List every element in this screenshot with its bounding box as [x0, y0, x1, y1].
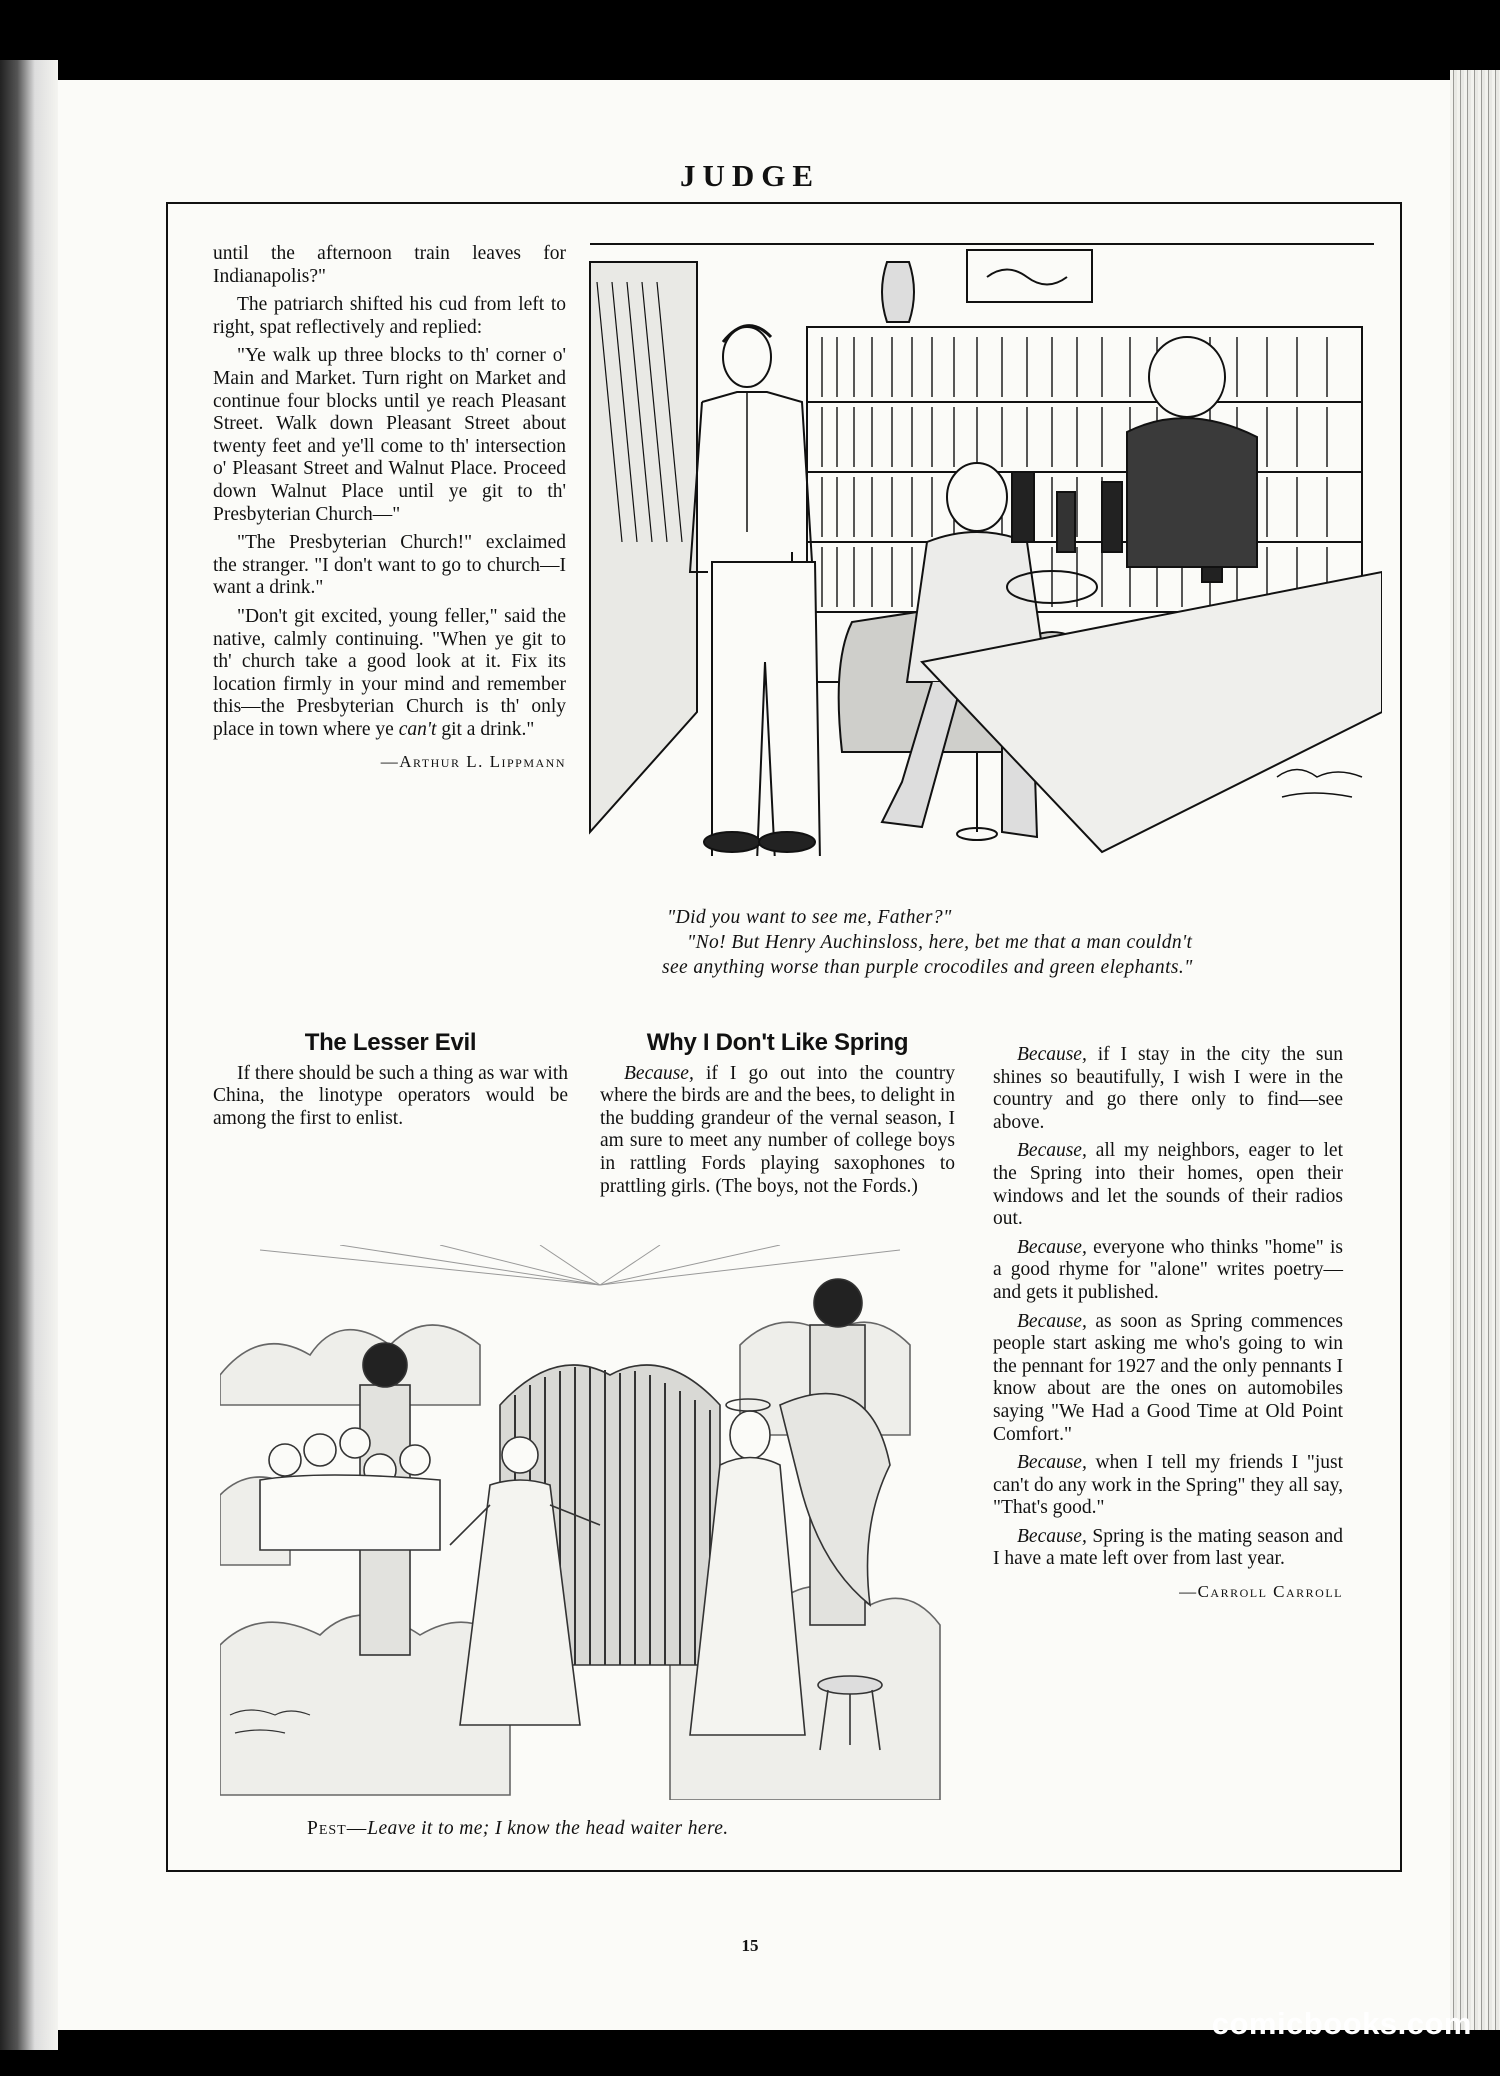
cartoon-study-caption [662, 905, 1362, 980]
article-paragraph: Because, when I tell my friends I "just can't do any work in the Spring" they all say, "That's good." [993, 1452, 1343, 1519]
article-paragraph: Because, as soon as Spring commences people start asking me who's going to win the pennant for 1927 and the only pennants I know about are the ones on automobiles saying "We Had a Good Time at Old Point Comfort." [993, 1310, 1343, 1445]
byline-lippmann: —Arthur L. Lippmann [380, 752, 566, 772]
article-paragraph: Because, if I go out into the country where the birds are and the bees, to delight in the budding grandeur of the vernal season, I am sure to meet any number of college boys in rattling Fords playing saxophones to prattling girls. (The boys, not the Fords.) [600, 1062, 955, 1197]
story-paragraph: until the afternoon train leaves for Indianapolis?" [213, 243, 566, 287]
article-paragraph: Because, all my neighbors, eager to let the Spring into their homes, open their windows and let the sounds of their radios out. [993, 1140, 1344, 1230]
caption-speaker: Pest— [307, 1818, 368, 1839]
story-paragraph: The patriarch shifted his cud from left to right, spat reflectively and replied: [213, 294, 566, 338]
article-title: Why I Don't Like Spring [646, 1029, 909, 1056]
article-spring [600, 1029, 955, 1204]
cartoon-heaven-gate-illustration [220, 1245, 980, 1800]
article-paragraph: Because, Spring is the mating season and I have a mate left over from last year. [993, 1525, 1344, 1570]
caption-text: Leave it to me; I know the head waiter here. [367, 1818, 729, 1839]
cartoon-heaven-caption [307, 1816, 907, 1841]
article-lesser-evil [213, 1029, 568, 1136]
cartoon-study-illustration [582, 242, 1382, 856]
page-number: 15 [741, 1936, 759, 1955]
caption-line: see anything worse than purple crocodiles and green elephants." [662, 957, 1193, 978]
story-lippmann [213, 243, 566, 774]
article-title: The Lesser Evil [304, 1029, 477, 1056]
article-paragraph: Because, everyone who thinks "home" is a good rhyme for "alone" writes poetry—and gets it published. [993, 1236, 1344, 1303]
story-paragraph: "The Presbyterian Church!" exclaimed the stranger. "I don't want to go to church—I want a drink." [213, 532, 566, 599]
caption-line: "No! But Henry Auchinsloss, here, bet me that a man couldn't [687, 932, 1193, 953]
caption-line: "Did you want to see me, Father?" [667, 907, 952, 928]
byline-carroll: —Carroll Carroll [1179, 1582, 1343, 1602]
story-paragraph: "Ye walk up three blocks to th' corner o' Main and Market. Turn right on Market and continue four blocks until ye reach Pleasant Street. Walk down Pleasant Street about twenty feet and ye'll come to th' intersection o' Pleasant Street and Walnut Place. Proceed down Walnut Place until ye git to th' Presbyterian Church—" [213, 345, 566, 525]
book-spine [0, 60, 58, 2050]
article-body: If there should be such a thing as war with China, the linotype operators would be among the first to enlist. [213, 1062, 568, 1129]
story-paragraph: "Don't git excited, young feller," said the native, calmly continuing. "When ye git to th' church take a good look at it. Fix its location firmly in your mind and remember this—the Presbyterian Church is th' only place in town where ye can't git a drink." [213, 605, 566, 740]
masthead: JUDGE [679, 158, 821, 193]
article-paragraph: Because, if I stay in the city the sun shines so beautifully, I wish I were in the country and go there only to find—see above. [993, 1044, 1343, 1133]
watermark: comicbooks.com [1211, 2006, 1472, 2041]
page-edges [1450, 70, 1500, 2030]
article-spring-continued [993, 1044, 1343, 1604]
